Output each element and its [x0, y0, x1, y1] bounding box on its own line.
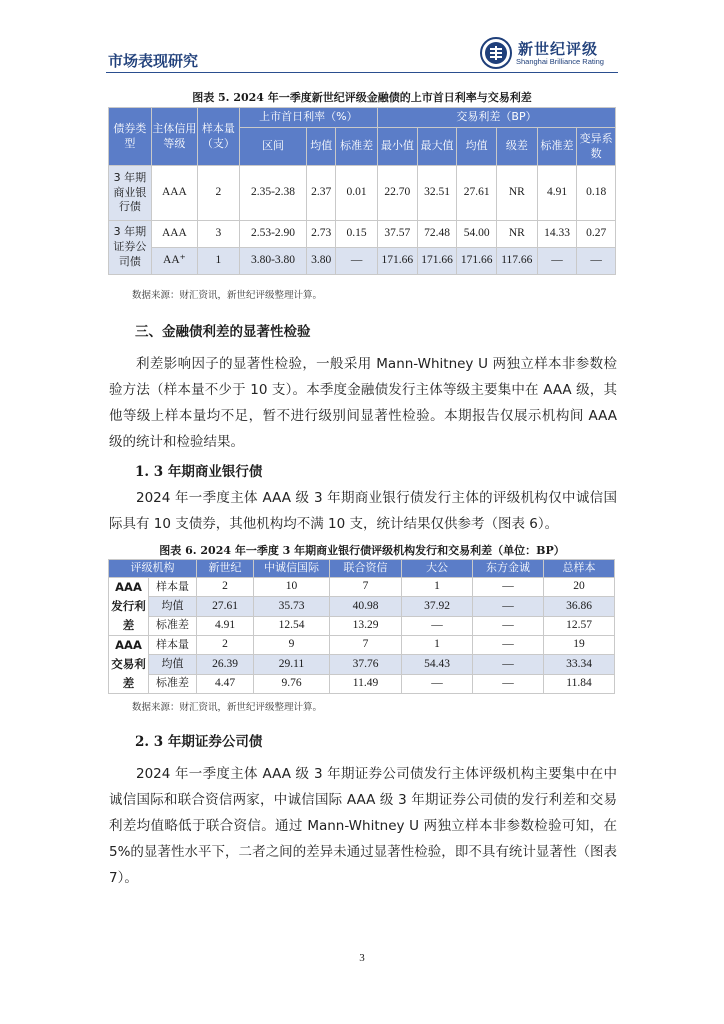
table5-header-max: 最大值 — [417, 128, 457, 166]
table6-cell: 40.98 — [330, 597, 402, 616]
table5-cell-mean: 2.73 — [307, 221, 336, 248]
table5-cell-std: 0.01 — [336, 166, 378, 221]
header-divider — [106, 72, 618, 73]
table5-cell-std: 0.15 — [336, 221, 378, 248]
paragraph-sub1: 2024 年一季度主体 AAA 级 3 年期商业银行债发行主体的评级机构仅中诚信国际具有 10 支债券，其他机构均不满 10 支，统计结果仅供参考（图表 6）。 — [109, 490, 617, 532]
table6-cell: 1 — [402, 578, 473, 597]
logo-english-name: Shanghai Brilliance Rating — [516, 57, 604, 66]
table6-cell: 11.84 — [544, 674, 615, 693]
table6-cell: — — [473, 616, 544, 635]
table-row — [109, 616, 615, 635]
table6-metric: 样本量 — [149, 578, 197, 597]
table6-header-lianhe: 联合资信 — [330, 560, 402, 578]
table6-cell: 7 — [330, 636, 402, 655]
table6-cell: 1 — [402, 636, 473, 655]
table6-cell: 20 — [544, 578, 615, 597]
table5-header-min: 最小值 — [378, 128, 418, 166]
table5-cell-rating: AAA — [151, 166, 197, 221]
paragraph-section3: 利差影响因子的显著性检验，一般采用 Mann-Whitney U 两独立样本非参数检验方法（样本量不少于 10 支）。本季度金融债发行主体等级主要集中在 AAA 级，其他等级上样本量均不足，暂不进行级别间显著性检验。本期报告仅展示机构间 AAA 级的统计和检验结果。 — [109, 356, 617, 450]
table5-cell-mean2: 27.61 — [457, 166, 497, 221]
table5-header-level-diff: 级差 — [496, 128, 537, 166]
table5-cell-std2: 14.33 — [537, 221, 577, 248]
table6-cell: 36.86 — [544, 597, 615, 616]
table6-cell: — — [473, 674, 544, 693]
table6-cell: 35.73 — [254, 597, 330, 616]
table6-header-xinshiji: 新世纪 — [197, 560, 254, 578]
table5-cell-range: 2.53-2.90 — [239, 221, 307, 248]
table5-cell-max: 32.51 — [417, 166, 457, 221]
table5-header-std: 标准差 — [336, 128, 378, 166]
table6-cell: 37.76 — [330, 655, 402, 674]
table5-cell-diff: NR — [496, 221, 537, 248]
table6-cell: 27.61 — [197, 597, 254, 616]
table6-cell: 54.43 — [402, 655, 473, 674]
table5-cell-max: 171.66 — [417, 248, 457, 275]
table6-cell: 7 — [330, 578, 402, 597]
table6-cell: — — [473, 655, 544, 674]
table5-cell-type: 3 年期证券公司债 — [109, 221, 152, 275]
table5-header-std2: 标准差 — [537, 128, 577, 166]
table5-cell-mean: 2.37 — [307, 166, 336, 221]
table-row — [109, 674, 615, 693]
table6-group-trading-spread: AAA 交易利差 — [109, 636, 149, 694]
table5-header-first-day-rate: 上市首日利率（%） — [239, 108, 377, 128]
table5-cell-std2: — — [537, 248, 577, 275]
table5-cell-cv: 0.18 — [577, 166, 616, 221]
table5-cell-mean2: 54.00 — [457, 221, 497, 248]
table6-cell: 37.92 — [402, 597, 473, 616]
table5-caption: 图表 5. 2024 年一季度新世纪评级金融债的上市首日利率与交易利差 — [192, 91, 532, 104]
table5-cell-min: 22.70 — [378, 166, 418, 221]
table6-cell: — — [402, 616, 473, 635]
table5-cell-rating: AA⁺ — [151, 248, 197, 275]
table5-cell-min: 37.57 — [378, 221, 418, 248]
logo-chinese-name: 新世纪评级 — [518, 40, 599, 58]
table6-metric: 样本量 — [149, 636, 197, 655]
table5-cell-range: 3.80-3.80 — [239, 248, 307, 275]
table5-cell-mean2: 171.66 — [457, 248, 497, 275]
table5-header-trading-spread: 交易利差（BP） — [378, 108, 616, 128]
table6-cell: 11.49 — [330, 674, 402, 693]
table5-header-range: 区间 — [239, 128, 307, 166]
table6-cell: 19 — [544, 636, 615, 655]
table6-metric: 均值 — [149, 597, 197, 616]
table6-cell: 9.76 — [254, 674, 330, 693]
table5-cell-std2: 4.91 — [537, 166, 577, 221]
table6-header-agency: 评级机构 — [109, 560, 197, 578]
page-number: 3 — [359, 952, 365, 964]
table6-cell: — — [473, 597, 544, 616]
table6-metric: 均值 — [149, 655, 197, 674]
table-row — [109, 636, 615, 655]
company-logo — [480, 37, 620, 71]
table-row — [109, 248, 616, 275]
table5-cell-diff: 117.66 — [496, 248, 537, 275]
table5-cell-n: 1 — [197, 248, 239, 275]
subsection-heading-2: 2. 3 年期证券公司债 — [135, 734, 263, 750]
table5-cell-n: 3 — [197, 221, 239, 248]
table-row — [109, 578, 615, 597]
table-row — [109, 655, 615, 674]
table6-cell: 9 — [254, 636, 330, 655]
table6-cell: 12.54 — [254, 616, 330, 635]
table6-cell: 13.29 — [330, 616, 402, 635]
table5-header-rating: 主体信用等级 — [151, 108, 197, 166]
table5-cell-type: 3 年期商业银行债 — [109, 166, 152, 221]
table5-header-sample: 样本量（支） — [197, 108, 239, 166]
table6-cell: 4.91 — [197, 616, 254, 635]
table6-cell: 12.57 — [544, 616, 615, 635]
table5-cell-diff: NR — [496, 166, 537, 221]
table5-header-bond-type: 债券类型 — [109, 108, 152, 166]
table6-cell: — — [473, 636, 544, 655]
subsection-heading-1: 1. 3 年期商业银行债 — [135, 464, 263, 480]
table5-cell-rating: AAA — [151, 221, 197, 248]
table6-cell: 2 — [197, 636, 254, 655]
table-row — [109, 597, 615, 616]
section-heading: 三、金融债利差的显著性检验 — [135, 324, 311, 340]
table6-cell: 26.39 — [197, 655, 254, 674]
table5-cell-mean: 3.80 — [307, 248, 336, 275]
table6 — [108, 559, 615, 694]
table5-header-cv: 变异系数 — [577, 128, 616, 166]
table5-source: 数据来源：财汇资讯，新世纪评级整理计算。 — [132, 290, 323, 301]
table5-cell-cv: 0.27 — [577, 221, 616, 248]
table5-header-mean: 均值 — [307, 128, 336, 166]
table-row — [109, 221, 616, 248]
table5-cell-std: — — [336, 248, 378, 275]
table6-group-issue-spread: AAA 发行利差 — [109, 578, 149, 636]
table5-header-mean2: 均值 — [457, 128, 497, 166]
paragraph-sub2: 2024 年一季度主体 AAA 级 3 年期证券公司债发行主体评级机构主要集中在中诚信国际和联合资信两家，中诚信国际 AAA 级 3 年期证券公司债的发行利差和交易利差均值略低于联合资信。通过 Mann-Whitney U 两独立样本非参数检验可知，在 5%的显著性水平下，二者之间的差异未通过显著性检验，即不具有统计显著性（图表 7）。 — [109, 766, 617, 886]
table6-cell: 10 — [254, 578, 330, 597]
table5-cell-cv: — — [577, 248, 616, 275]
table6-source: 数据来源：财汇资讯，新世纪评级整理计算。 — [132, 702, 323, 713]
table6-metric: 标准差 — [149, 616, 197, 635]
table-row — [109, 166, 616, 221]
table6-cell: 2 — [197, 578, 254, 597]
running-header-title: 市场表现研究 — [108, 52, 199, 70]
table5-cell-max: 72.48 — [417, 221, 457, 248]
table6-cell: 29.11 — [254, 655, 330, 674]
table5-cell-min: 171.66 — [378, 248, 418, 275]
table6-header-dongfang: 东方金诚 — [473, 560, 544, 578]
table5-cell-range: 2.35-2.38 — [239, 166, 307, 221]
seal-icon — [480, 37, 512, 69]
table6-caption: 图表 6. 2024 年一季度 3 年期商业银行债评级机构发行和交易利差（单位：BP） — [159, 544, 565, 557]
table6-cell: — — [402, 674, 473, 693]
table5-cell-n: 2 — [197, 166, 239, 221]
table6-header-dagong: 大公 — [402, 560, 473, 578]
table6-cell: 4.47 — [197, 674, 254, 693]
table6-metric: 标准差 — [149, 674, 197, 693]
table5 — [108, 107, 616, 275]
table6-cell: — — [473, 578, 544, 597]
table6-cell: 33.34 — [544, 655, 615, 674]
table6-header-total: 总样本 — [544, 560, 615, 578]
table6-header-zhongchengxin: 中诚信国际 — [254, 560, 330, 578]
